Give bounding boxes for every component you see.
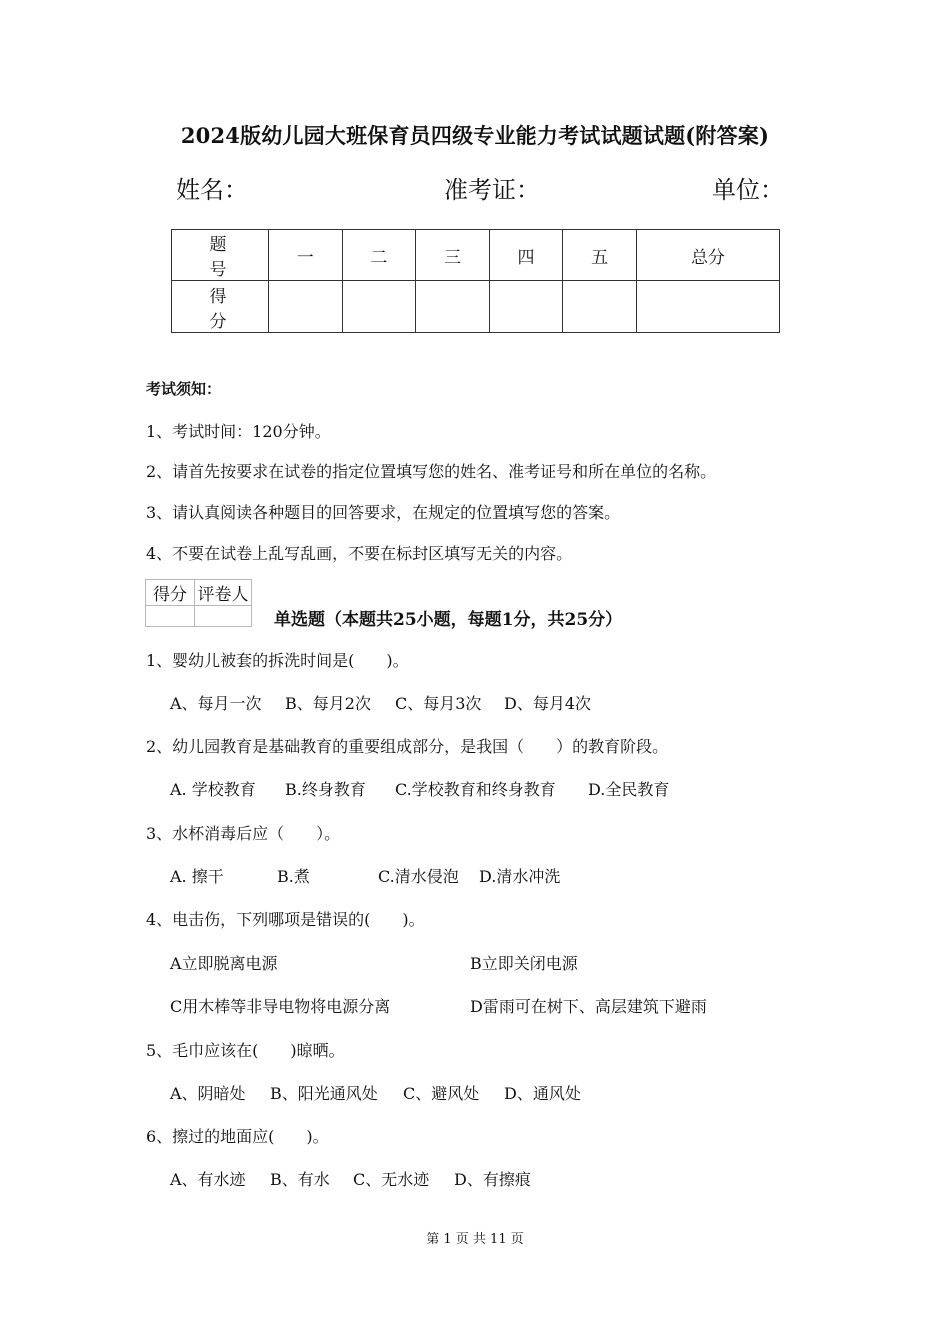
question-option: B、阳光通风处 xyxy=(270,1084,378,1103)
notice-item: 2、请首先按要求在试卷的指定位置填写您的姓名、准考证号和所在单位的名称。 xyxy=(146,462,717,481)
question-option: D、有擦痕 xyxy=(454,1170,531,1189)
score-table-header-row xyxy=(172,230,780,281)
question-option: A立即脱离电源 xyxy=(170,954,278,973)
question-stem: 3、水杯消毒后应（ ）。 xyxy=(146,824,341,843)
score-label: 得 分 xyxy=(172,281,269,333)
unit-field-label: 单位： xyxy=(712,176,784,204)
question-option: A、有水迹 xyxy=(170,1170,246,1189)
question-option: B、每月2次 xyxy=(285,694,371,713)
question-option: B.煮 xyxy=(277,867,310,886)
score-table-score-row xyxy=(172,281,780,333)
question-number-label: 题 号 xyxy=(172,230,269,281)
question-option: D.全民教育 xyxy=(588,780,670,799)
name-field-label: 姓名： xyxy=(176,176,248,204)
notice-item: 3、请认真阅读各种题目的回答要求，在规定的位置填写您的答案。 xyxy=(146,503,621,522)
grader-score-cell xyxy=(146,606,195,627)
score-cell-3 xyxy=(416,281,490,333)
page-title: 2024版幼儿园大班保育员四级专业能力考试试题试题(附答案) xyxy=(180,123,770,148)
score-cell-4 xyxy=(489,281,563,333)
question-option: A. 学校教育 xyxy=(170,780,256,799)
question-option: C、每月3次 xyxy=(395,694,482,713)
question-option: C.学校教育和终身教育 xyxy=(395,780,556,799)
score-cell-1 xyxy=(269,281,343,333)
question-option: B、有水 xyxy=(270,1170,330,1189)
section-title: 单选题（本题共25小题，每题1分，共25分） xyxy=(274,610,623,630)
notice-item: 4、不要在试卷上乱写乱画，不要在标封区填写无关的内容。 xyxy=(146,544,573,563)
question-option: C、无水迹 xyxy=(353,1170,430,1189)
question-option: C、避风处 xyxy=(403,1084,480,1103)
score-cell-total xyxy=(636,281,779,333)
question-option: A、每月一次 xyxy=(170,694,262,713)
question-stem: 5、毛巾应该在( )晾晒。 xyxy=(146,1041,345,1060)
grader-box xyxy=(145,579,252,627)
score-column-1: 一 xyxy=(269,230,343,281)
score-column-2: 二 xyxy=(342,230,416,281)
grader-name-cell xyxy=(195,606,252,627)
question-option: D、每月4次 xyxy=(504,694,592,713)
notice-title: 考试须知： xyxy=(146,380,222,398)
question-option: D.清水冲洗 xyxy=(479,867,561,886)
notice-item: 1、考试时间：120分钟。 xyxy=(146,422,331,441)
question-option: C用木棒等非导电物将电源分离 xyxy=(170,997,391,1016)
score-column-total: 总分 xyxy=(636,230,779,281)
question-stem: 6、擦过的地面应( )。 xyxy=(146,1127,329,1146)
score-column-4: 四 xyxy=(489,230,563,281)
score-column-3: 三 xyxy=(416,230,490,281)
question-option: B.终身教育 xyxy=(285,780,366,799)
question-option: A. 擦干 xyxy=(170,867,224,886)
question-stem: 2、幼儿园教育是基础教育的重要组成部分，是我国（ ）的教育阶段。 xyxy=(146,737,669,756)
score-table xyxy=(171,229,780,333)
page-footer: 第 1 页 共 11 页 xyxy=(426,1232,524,1247)
exam-id-field-label: 准考证： xyxy=(444,176,540,204)
grader-name-label: 评卷人 xyxy=(195,580,252,606)
question-option: D、通风处 xyxy=(504,1084,581,1103)
question-option: D雷雨可在树下、高层建筑下避雨 xyxy=(470,997,707,1016)
score-cell-5 xyxy=(563,281,637,333)
grader-score-label: 得分 xyxy=(146,580,195,606)
score-cell-2 xyxy=(342,281,416,333)
question-option: C.清水侵泡 xyxy=(378,867,459,886)
question-option: B立即关闭电源 xyxy=(470,954,578,973)
question-stem: 1、婴幼儿被套的拆洗时间是( )。 xyxy=(146,651,409,670)
score-column-5: 五 xyxy=(563,230,637,281)
question-stem: 4、电击伤，下列哪项是错误的( )。 xyxy=(146,910,425,929)
question-option: A、阴暗处 xyxy=(170,1084,246,1103)
